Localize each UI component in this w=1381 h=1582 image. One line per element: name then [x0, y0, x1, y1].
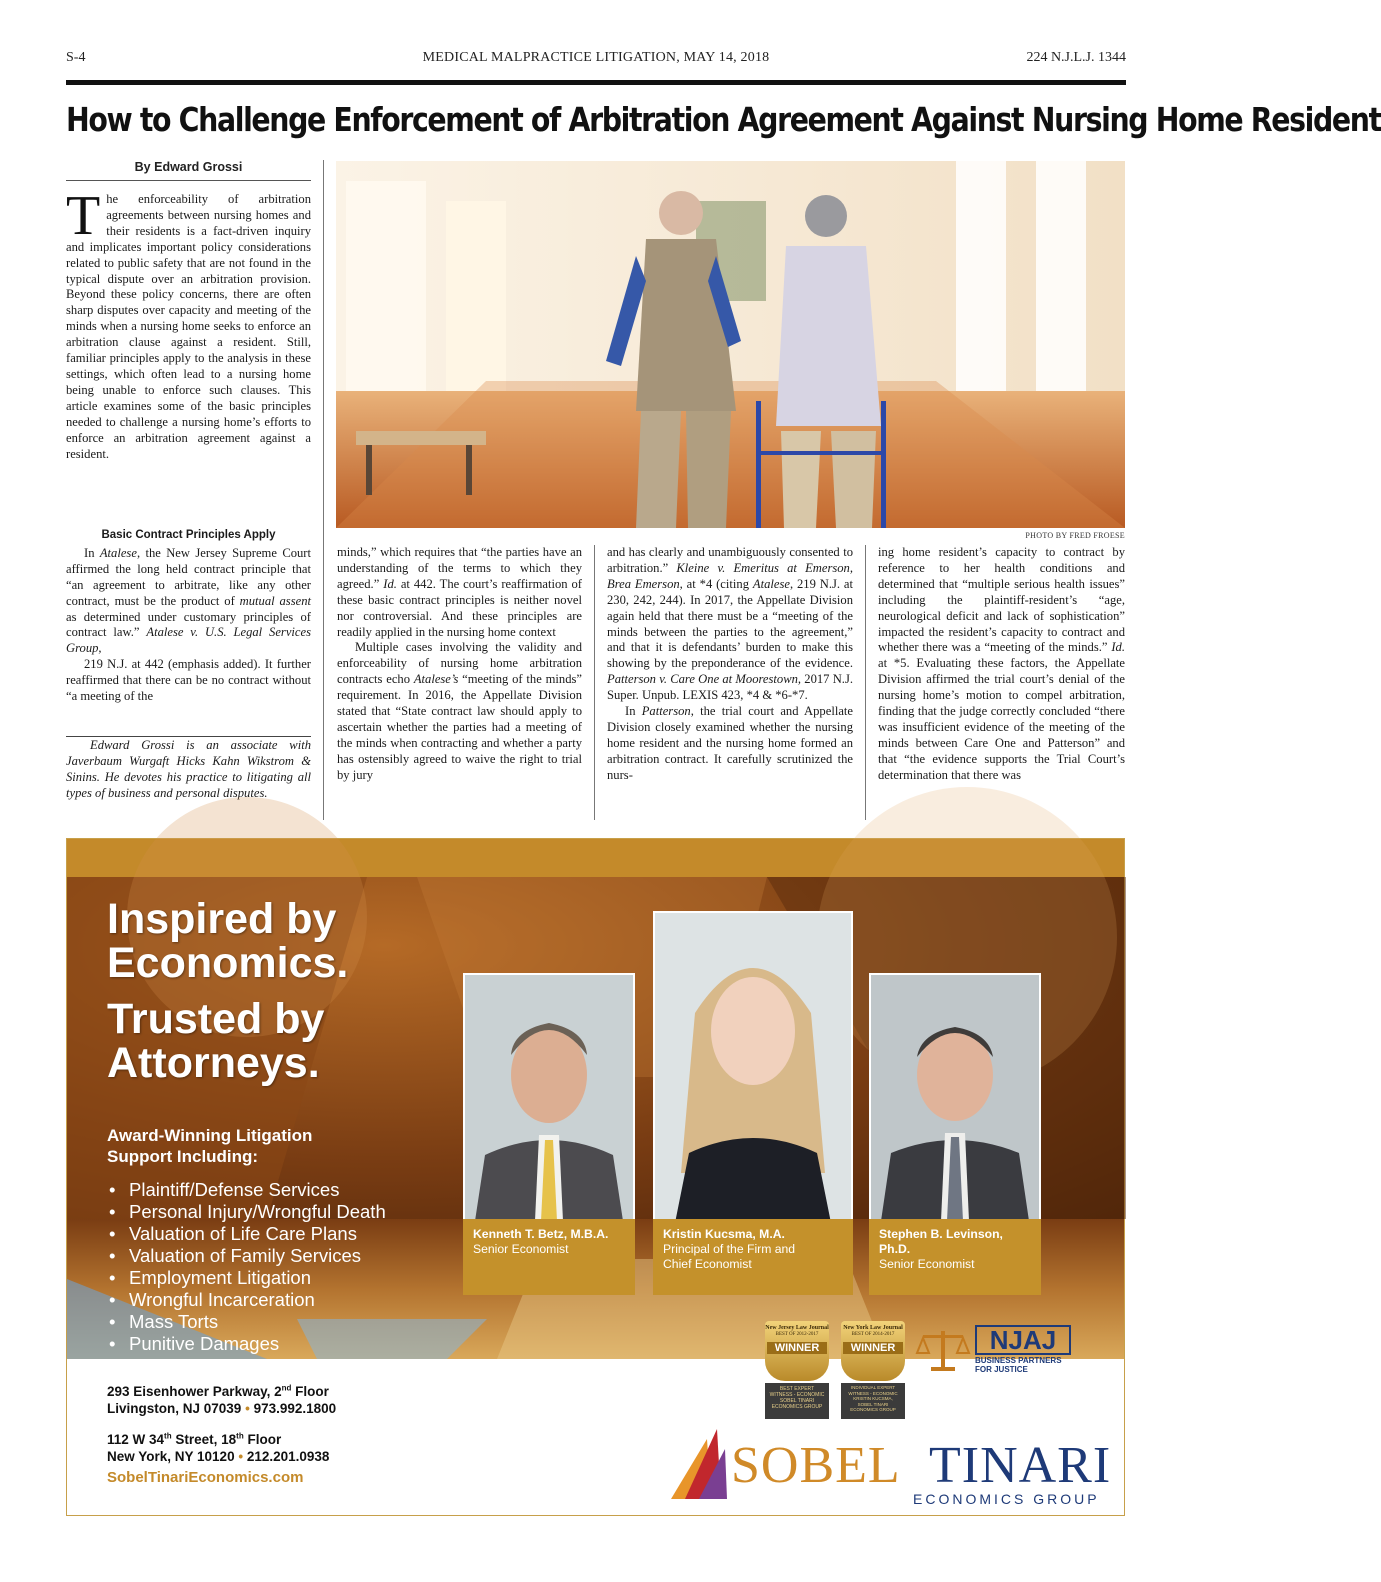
logo-mark-icon [667, 1429, 727, 1499]
address-2-city: New York, NY 10120 • 212.201.0938 [107, 1449, 330, 1464]
paragraph: minds,” which requires that “the parties have an understanding of the terms to which they agreed.” Id. at 442. The court’s reaffirmation of these basic contract principles is neither novel nor controversial. And these principles are readily applied in the nursing home context [337, 545, 582, 639]
article-column-2 [337, 545, 582, 784]
ad-headline-line: Trusted by [107, 995, 325, 1043]
photo-credit: PHOTO BY FRED FROESE [1025, 531, 1125, 540]
njlj-award-badge: New Jersey Law Journal BEST OF 2012-2017 WINNER [765, 1321, 829, 1381]
logo-tagline: ECONOMICS GROUP [913, 1491, 1100, 1507]
nylj-award-plaque: INDIVIDUAL EXPERT WITNESS - ECONOMIC KRISTIN KUCSMA, SOBEL TINARI ECONOMICS GROUP [841, 1383, 905, 1419]
article-column-4 [878, 545, 1125, 784]
drop-cap: T [66, 185, 101, 247]
byline: By Edward Grossi [134, 160, 243, 174]
service-item: • Plaintiff/Defense Services [107, 1179, 507, 1201]
website-link[interactable]: SobelTinariEconomics.com [107, 1469, 304, 1486]
service-item: • Valuation of Family Services [107, 1245, 507, 1267]
seniors-walking-illustration [336, 161, 1125, 528]
person-photo [465, 975, 633, 1221]
njlj-award-plaque: BEST EXPERT WITNESS - ECONOMIC SOBEL TINARI ECONOMICS GROUP [765, 1383, 829, 1419]
address-2-street: 112 W 34th Street, 18th Floor [107, 1431, 282, 1447]
njaj-logo [917, 1325, 1117, 1375]
article-lead [66, 185, 311, 462]
paragraph: Multiple cases involving the validity and enforceability of nursing home arbitration contracts echo Atalese’s “meeting of the minds” requirement. In 2016, the Appellate Division stated that “State contract law should apply to ascertain whether the parties had a meeting of the minds when contracting and whether a party has ostensibly agreed to waive the right to trial by jury [337, 640, 582, 782]
person-photo [871, 975, 1039, 1221]
paragraph: In Patterson, the trial court and Appellate Division closely examined whether the nursing home resident and the nursing home formed an arbitration contract. It carefully scrutinized the nurs- [607, 704, 853, 782]
advertisement [66, 838, 1125, 1516]
service-item: • Wrongful Incarceration [107, 1289, 507, 1311]
ad-headline-line: Inspired by [107, 895, 337, 943]
logo-word-tinari: TINARI [929, 1437, 1112, 1494]
phone-2[interactable]: 212.201.0938 [246, 1449, 330, 1464]
ad-subhead: Award-Winning Litigation Support Including: [107, 1126, 313, 1166]
address-1-street: 293 Eisenhower Parkway, 2nd Floor [107, 1383, 329, 1399]
service-item: • Punitive Damages [107, 1333, 507, 1355]
caption-stephen-levinson: Stephen B. Levinson, Ph.D. Senior Economist [869, 1219, 1041, 1295]
ad-headline-line: Economics. [107, 939, 349, 987]
portrait-kenneth-betz [463, 973, 635, 1223]
phone-1[interactable]: 973.992.1800 [253, 1401, 337, 1416]
article-column-1 [66, 512, 311, 705]
njaj-tagline: BUSINESS PARTNERS FOR JUSTICE [975, 1356, 1062, 1374]
page-label: S-4 [66, 50, 86, 65]
byline-rule [66, 180, 311, 181]
caption-kristin-kucsma: Kristin Kucsma, M.A. Principal of the Firm and Chief Economist [653, 1219, 853, 1295]
njaj-mark: NJAJ [975, 1325, 1071, 1355]
header-rule [66, 80, 1126, 85]
nylj-award-badge: New York Law Journal BEST OF 2014-2017 WINNER [841, 1321, 905, 1381]
portrait-stephen-levinson [869, 973, 1041, 1223]
caption-kenneth-betz: Kenneth T. Betz, M.B.A. Senior Economist [463, 1219, 635, 1295]
scales-of-justice-icon [917, 1327, 969, 1373]
service-item: • Mass Torts [107, 1311, 507, 1333]
logo-word-sobel: SOBEL [731, 1437, 901, 1494]
paragraph: and has clearly and unambiguously consented to arbitration.” Kleine v. Emeritus at Emerson, Brea Emerson, at *4 (citing Atalese, 219 N.J. at 230, 242, 244). In 2017, the Appellate Division again held that there must be a “meeting of the minds between the parties to the agreement,” and that it is defendants’ burden to make this showing by the preponderance of the evidence. Patterson v. Care One at Moorestown, 2017 N.J. Super. Unpub. LEXIS 423, *4 & *6-*7. [607, 545, 854, 703]
citation: 224 N.J.L.J. 1344 [1026, 50, 1126, 65]
ad-headline-line: Attorneys. [107, 1039, 320, 1087]
publication-line: MEDICAL MALPRACTICE LITIGATION, MAY 14, 2018 [422, 50, 770, 65]
paragraph: In Atalese, the New Jersey Supreme Court affirmed the long held contract principle that “an agreement to arbitrate, like any other contract, must be the product of mutual assent as determined under customary principles of contract law.” Atalese v. U.S. Legal Services Group, [66, 545, 311, 656]
column-divider [323, 160, 324, 820]
paragraph: 219 N.J. at 442 (emphasis added). It further reaffirmed that there can be no contract without “a meeting of the [66, 657, 311, 704]
column-divider [865, 545, 866, 820]
column-divider [594, 545, 595, 820]
address-1-city: Livingston, NJ 07039 • 973.992.1800 [107, 1401, 337, 1416]
service-item: • Valuation of Life Care Plans [107, 1223, 507, 1245]
service-item: • Employment Litigation [107, 1267, 507, 1289]
service-item: • Personal Injury/Wrongful Death [107, 1201, 507, 1223]
ad-contact-block [107, 1383, 507, 1486]
article-column-3 [607, 545, 853, 784]
hallway-photo [336, 161, 1125, 528]
lead-text: he enforceability of arbitration agreements between nursing homes and their residents is a fact-driven inquiry and implicates important policy considerations related to public safety that are not found in the typical dispute over an arbitration provision. Beyond these policy concerns, there are often sharp disputes over capacity and meeting of the minds when a nursing home seeks to enforce an arbitration clause against a resident. Still, familiar principles apply to the analysis in these settings, which often lead to a nursing home being unable to enforce such clauses. This article examines some of the basic principles needed to challenge a nursing home’s efforts to enforce an arbitration agreement against a resident. [66, 192, 311, 461]
paragraph: ing home resident’s capacity to contract by reference to her health conditions and determined that “multiple serious health issues” including the plaintiff-resident’s “age, neurological deficit and lack of sophistication” impacted the resident’s capacity to contract and whether there was a “meeting of the minds.” Id. at *5. Evaluating these factors, the Appellate Division affirmed the trial court’s denial of the nursing home’s motion to compel arbitration, finding that the judge correctly concluded “there was insufficient evidence of the meeting of the minds between Care One and Patterson” and that “the evidence supports the Trial Court’s determination that there was [878, 545, 1125, 782]
section-subhead: Basic Contract Principles Apply [101, 529, 276, 541]
author-bio: Edward Grossi is an associate with Javerbaum Wurgaft Hicks Kahn Wikstrom & Sinins. He devotes his practice to litigating all types of business and personal disputes. [66, 738, 311, 800]
ad-headline [107, 897, 487, 1085]
services-list [107, 1179, 507, 1355]
sobel-tinari-logo [667, 1429, 1117, 1509]
portrait-kristin-kucsma [653, 911, 853, 1225]
article-headline: How to Challenge Enforcement of Arbitration Agreement Against Nursing Home Resident [66, 100, 1381, 139]
running-head [66, 50, 1126, 68]
bio-rule [66, 736, 311, 737]
person-photo [655, 913, 851, 1223]
